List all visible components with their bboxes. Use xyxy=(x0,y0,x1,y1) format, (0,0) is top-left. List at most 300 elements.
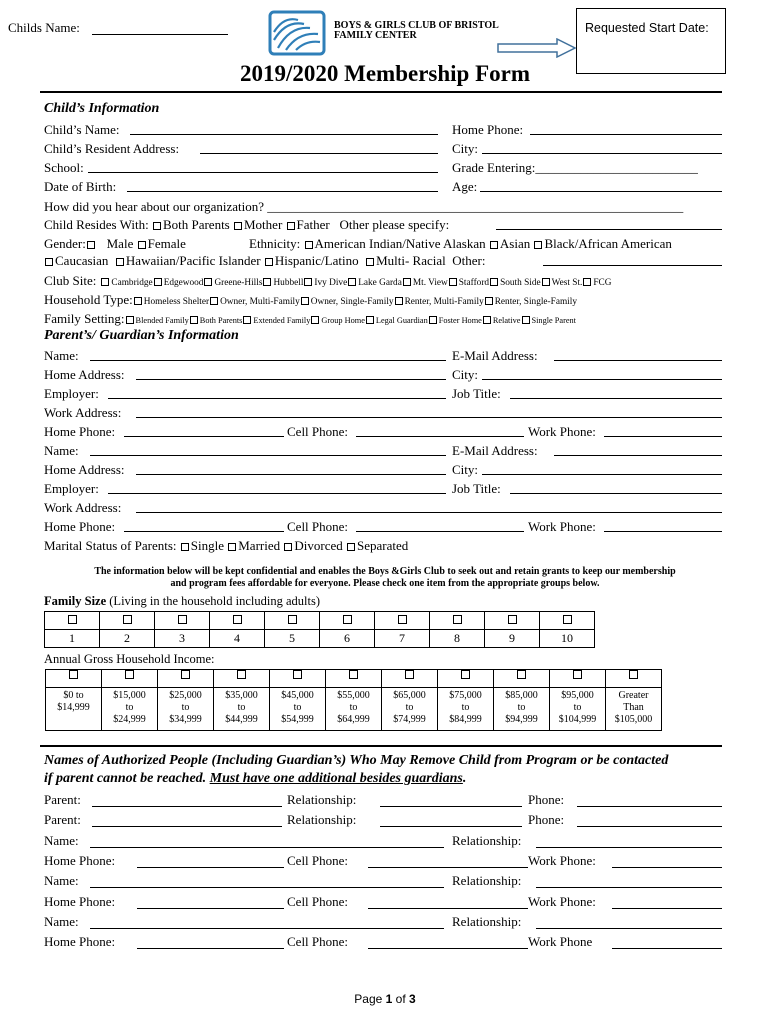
childs-name-field[interactable] xyxy=(92,34,228,35)
family-size-checkbox-0[interactable] xyxy=(68,615,77,624)
auth-row7-label-0: Home Phone: xyxy=(44,934,116,949)
family-size-note: (Living in the household including adults) xyxy=(109,594,321,608)
authorized-heading-2c: . xyxy=(462,771,467,786)
club-site-checkbox-7[interactable] xyxy=(449,278,457,286)
auth-row6-label-1: Relationship: xyxy=(452,914,522,929)
auth-row0-field-0[interactable] xyxy=(92,806,282,807)
resides-with-row xyxy=(44,217,449,232)
opt-male: Male xyxy=(106,236,134,251)
family-size-value-4: 5 xyxy=(265,630,320,648)
guardian1-cell-phone-label: Cell Phone: xyxy=(287,424,349,439)
auth-row1-field-1[interactable] xyxy=(380,826,522,827)
page-of: of xyxy=(392,992,410,1006)
checkbox-caucasian[interactable] xyxy=(45,258,53,266)
income-range-2-line-2: $34,999 xyxy=(169,714,202,725)
page-title: 2019/2020 Membership Form xyxy=(239,61,530,86)
family-size-box-cell-6[interactable] xyxy=(375,612,430,630)
family-setting-options xyxy=(125,316,576,325)
family-setting-checkbox-6[interactable] xyxy=(483,316,491,324)
hear-about-field[interactable]: How did you hear about our organization? ________________________________________________________________ xyxy=(44,199,684,214)
guardian2-employer-label: Employer: xyxy=(44,481,99,496)
authorized-heading-2b: Must have one additional besides guardians xyxy=(209,771,463,786)
income-range-1-line-2: $24,999 xyxy=(113,714,146,725)
income-box-cell-1[interactable] xyxy=(102,670,158,688)
income-range-8-line-1: to xyxy=(517,702,526,713)
ethnicity-row-1 xyxy=(249,236,672,251)
family-size-box-cell-7[interactable] xyxy=(430,612,485,630)
guardian2-city-field[interactable] xyxy=(482,474,722,475)
family-size-box-cell-9[interactable] xyxy=(540,612,595,630)
club-site-checkbox-6[interactable] xyxy=(403,278,411,286)
income-range-1-line-0: $15,000 xyxy=(113,690,146,701)
guardian1-work-phone-field[interactable] xyxy=(604,436,722,437)
auth-row7-label-1: Cell Phone: xyxy=(287,934,349,949)
authorized-heading-2 xyxy=(44,771,466,787)
income-range-0-line-0: $0 to xyxy=(63,690,84,701)
logo-line1: BOYS & GIRLS CLUB OF BRISTOL xyxy=(334,20,499,31)
auth-row5-field-1[interactable] xyxy=(368,908,528,909)
page-word: Page xyxy=(354,992,386,1006)
income-range-5-line-2: $64,999 xyxy=(337,714,370,725)
family-size-box-cell-5[interactable] xyxy=(320,612,375,630)
family-size-value-6: 7 xyxy=(375,630,430,648)
checkbox-single[interactable] xyxy=(181,543,189,551)
club-site-checkbox-8[interactable] xyxy=(490,278,498,286)
auth-row5-label-0: Home Phone: xyxy=(44,894,116,909)
income-range-3-line-0: $35,000 xyxy=(225,690,258,701)
income-range-4 xyxy=(270,688,326,731)
income-box-cell-9[interactable] xyxy=(550,670,606,688)
checkbox-both-parents[interactable] xyxy=(153,222,161,230)
income-range-10-line-0: Greater xyxy=(618,690,649,701)
income-range-6-line-0: $65,000 xyxy=(393,690,426,701)
auth-row0-label-0: Parent: xyxy=(44,792,81,807)
auth-row2-label-0: Name: xyxy=(44,833,79,848)
income-range-10 xyxy=(606,688,662,731)
income-checkbox-1[interactable] xyxy=(125,670,134,679)
opt-father: Father xyxy=(296,217,330,232)
family-size-checkbox-9[interactable] xyxy=(563,615,572,624)
club-site-checkbox-4[interactable] xyxy=(304,278,312,286)
guardian1-job-title-label: Job Title: xyxy=(452,386,501,401)
guardian2-cell-phone-field[interactable] xyxy=(356,531,524,532)
income-range-0-line-1: $14,999 xyxy=(57,702,90,713)
boys-girls-club-logo xyxy=(268,10,326,56)
income-range-4-line-0: $45,000 xyxy=(281,690,314,701)
family-size-value-0: 1 xyxy=(45,630,100,648)
child-grade-label[interactable]: Grade Entering:_________________________ xyxy=(452,160,698,175)
authorized-divider xyxy=(40,745,722,747)
family-size-heading xyxy=(44,594,320,608)
guardian2-city-label: City: xyxy=(452,462,479,477)
household-checkbox-3[interactable] xyxy=(395,297,403,305)
resides-other-label: Other please specify: xyxy=(339,217,450,232)
club-site-option-0: Cambridge xyxy=(111,278,153,288)
income-checkbox-2[interactable] xyxy=(181,670,190,679)
club-site-checkbox-2[interactable] xyxy=(204,278,212,286)
family-size-value-3: 4 xyxy=(210,630,265,648)
income-range-2 xyxy=(158,688,214,731)
guardian1-work-address-label: Work Address: xyxy=(44,405,122,420)
guardian1-address-label: Home Address: xyxy=(44,367,125,382)
family-size-checkbox-1[interactable] xyxy=(123,615,132,624)
auth-row3-label-0: Home Phone: xyxy=(44,853,116,868)
household-label: Household Type: xyxy=(44,292,133,307)
income-range-9-line-0: $95,000 xyxy=(561,690,594,701)
child-address-field[interactable] xyxy=(200,153,438,154)
checkbox-asian[interactable] xyxy=(490,241,498,249)
income-range-2-line-0: $25,000 xyxy=(169,690,202,701)
child-dob-field[interactable] xyxy=(127,191,438,192)
club-site-option-1: Edgewood xyxy=(163,278,204,288)
child-address-label: Child’s Resident Address: xyxy=(44,141,180,156)
household-checkbox-1[interactable] xyxy=(210,297,218,305)
checkbox-married[interactable] xyxy=(228,543,236,551)
family-size-label: Family Size xyxy=(44,594,107,608)
marital-row xyxy=(44,538,408,553)
auth-row3-label-1: Cell Phone: xyxy=(287,853,349,868)
club-site-checkbox-0[interactable] xyxy=(101,278,109,286)
guardian1-employer-label: Employer: xyxy=(44,386,99,401)
guardian1-cell-phone-field[interactable] xyxy=(356,436,524,437)
auth-row1-label-1: Relationship: xyxy=(287,812,357,827)
eth-other-field[interactable] xyxy=(543,265,722,266)
guardian2-home-phone-label: Home Phone: xyxy=(44,519,116,534)
club-site-option-5: Lake Garda xyxy=(358,278,402,288)
family-setting-checkbox-1[interactable] xyxy=(190,316,198,324)
income-box-cell-8[interactable] xyxy=(494,670,550,688)
auth-row5-label-2: Work Phone: xyxy=(528,894,596,909)
club-site-option-2: Greene-Hills xyxy=(214,278,263,288)
income-checkbox-9[interactable] xyxy=(573,670,582,679)
opt-female: Female xyxy=(147,236,186,251)
family-setting-option-5: Foster Home xyxy=(438,316,482,325)
family-setting-row xyxy=(44,310,576,328)
income-checkbox-7[interactable] xyxy=(461,670,470,679)
club-site-checkbox-5[interactable] xyxy=(348,278,356,286)
opt-both-parents: Both Parents xyxy=(162,217,230,232)
child-name-label: Child’s Name: xyxy=(44,122,120,137)
family-size-checkbox-2[interactable] xyxy=(178,615,187,624)
household-checkbox-4[interactable] xyxy=(485,297,493,305)
auth-row1-field-2[interactable] xyxy=(577,826,722,827)
auth-row7-field-2[interactable] xyxy=(612,948,722,949)
income-range-6-line-1: to xyxy=(405,702,414,713)
guardian2-employer-field[interactable] xyxy=(108,493,446,494)
page-number xyxy=(0,992,770,1006)
auth-row2-field-0[interactable] xyxy=(90,847,444,848)
guardian2-home-phone-field[interactable] xyxy=(124,531,284,532)
income-box-cell-6[interactable] xyxy=(382,670,438,688)
auth-row1-label-2: Phone: xyxy=(528,812,565,827)
income-range-1-line-1: to xyxy=(125,702,134,713)
guardian1-name-label: Name: xyxy=(44,348,79,363)
family-size-checkbox-5[interactable] xyxy=(343,615,352,624)
authorized-heading-1: Names of Authorized People (Including Guardian’s) Who May Remove Child from Program or be contacted xyxy=(44,753,669,768)
title-divider xyxy=(40,91,722,93)
child-age-field[interactable] xyxy=(480,191,722,192)
child-home-phone-label: Home Phone: xyxy=(452,122,524,137)
auth-row2-label-1: Relationship: xyxy=(452,833,522,848)
auth-row0-label-2: Phone: xyxy=(528,792,565,807)
child-info-heading: Child’s Information xyxy=(44,101,160,116)
guardian1-email-label: E-Mail Address: xyxy=(452,348,538,363)
guardian1-work-phone-label: Work Phone: xyxy=(528,424,596,439)
opt-hawaiian: Hawaiian/Pacific Islander xyxy=(125,253,261,268)
auth-row3-field-0[interactable] xyxy=(137,867,284,868)
family-setting-checkbox-3[interactable] xyxy=(311,316,319,324)
checkbox-female[interactable] xyxy=(138,241,146,249)
income-box-cell-4[interactable] xyxy=(270,670,326,688)
child-name-field[interactable] xyxy=(130,134,438,135)
income-range-4-line-1: to xyxy=(293,702,302,713)
guardian2-work-phone-label: Work Phone: xyxy=(528,519,596,534)
auth-row7-label-2: Work Phone xyxy=(528,934,593,949)
family-size-checkbox-8[interactable] xyxy=(508,615,517,624)
resides-label: Child Resides With: xyxy=(44,217,149,232)
family-setting-checkbox-5[interactable] xyxy=(429,316,437,324)
income-box-cell-5[interactable] xyxy=(326,670,382,688)
confidential-notice xyxy=(0,566,770,590)
family-size-value-7: 8 xyxy=(430,630,485,648)
auth-row2-field-1[interactable] xyxy=(536,847,722,848)
household-option-1: Owner, Multi-Family xyxy=(220,297,300,307)
income-checkbox-10[interactable] xyxy=(629,670,638,679)
guardian1-address-field[interactable] xyxy=(136,379,446,380)
guardian2-email-field[interactable] xyxy=(554,455,722,456)
income-checkbox-6[interactable] xyxy=(405,670,414,679)
income-range-5-line-0: $55,000 xyxy=(337,690,370,701)
income-table xyxy=(45,669,662,731)
income-range-3 xyxy=(214,688,270,731)
gender-label: Gender: xyxy=(44,236,86,251)
club-site-checkbox-3[interactable] xyxy=(263,278,271,286)
auth-row5-field-2[interactable] xyxy=(612,908,722,909)
household-option-4: Renter, Single-Family xyxy=(494,297,577,307)
club-site-label: Club Site: xyxy=(44,273,97,288)
income-box-cell-7[interactable] xyxy=(438,670,494,688)
income-box-cell-0[interactable] xyxy=(46,670,102,688)
income-range-5 xyxy=(326,688,382,731)
household-option-3: Renter, Multi-Family xyxy=(404,297,484,307)
household-row xyxy=(44,291,577,309)
auth-row1-field-0[interactable] xyxy=(92,826,282,827)
checkbox-hawaiian[interactable] xyxy=(116,258,124,266)
notice-line2: and program fees affordable for everyone. Please check one item from the appropriate groups below. xyxy=(170,578,600,589)
income-label: Annual Gross Household Income: xyxy=(44,652,215,666)
auth-row0-field-2[interactable] xyxy=(577,806,722,807)
guardian2-name-field[interactable] xyxy=(90,455,446,456)
income-range-9-line-2: $104,999 xyxy=(558,714,597,725)
income-box-cell-2[interactable] xyxy=(158,670,214,688)
child-school-field[interactable] xyxy=(88,172,438,173)
income-checkbox-4[interactable] xyxy=(293,670,302,679)
family-setting-checkbox-4[interactable] xyxy=(366,316,374,324)
guardian2-name-label: Name: xyxy=(44,443,79,458)
guardian2-work-address-label: Work Address: xyxy=(44,500,122,515)
club-site-row xyxy=(44,272,611,290)
income-range-2-line-1: to xyxy=(181,702,190,713)
auth-row7-field-1[interactable] xyxy=(368,948,528,949)
family-size-checkbox-6[interactable] xyxy=(398,615,407,624)
auth-row4-field-1[interactable] xyxy=(536,887,722,888)
authorized-heading-2a: if parent cannot be reached. xyxy=(44,771,207,786)
income-range-4-line-2: $54,999 xyxy=(281,714,314,725)
opt-multi-racial: Multi- Racial xyxy=(376,253,446,268)
opt-single: Single xyxy=(190,538,224,553)
checkbox-separated[interactable] xyxy=(347,543,355,551)
guardian2-email-label: E-Mail Address: xyxy=(452,443,538,458)
household-checkbox-0[interactable] xyxy=(134,297,142,305)
childs-name-label: Childs Name: xyxy=(8,20,80,35)
family-size-table xyxy=(44,611,595,648)
auth-row5-field-0[interactable] xyxy=(137,908,284,909)
arrow-right-icon xyxy=(497,38,577,58)
club-site-option-9: West St. xyxy=(551,278,583,288)
guardian2-work-address-field[interactable] xyxy=(136,512,722,513)
guardian1-job-title-field[interactable] xyxy=(510,398,722,399)
auth-row4-label-1: Relationship: xyxy=(452,873,522,888)
family-size-checkbox-3[interactable] xyxy=(233,615,242,624)
guardian1-home-phone-field[interactable] xyxy=(124,436,284,437)
family-size-value-1: 2 xyxy=(100,630,155,648)
family-size-value-9: 10 xyxy=(540,630,595,648)
opt-black: Black/African American xyxy=(544,236,672,251)
income-range-0 xyxy=(46,688,102,731)
household-option-0: Homeless Shelter xyxy=(143,297,210,307)
club-site-option-8: South Side xyxy=(500,278,541,288)
auth-row4-field-0[interactable] xyxy=(90,887,444,888)
family-size-box-cell-3[interactable] xyxy=(210,612,265,630)
income-range-8 xyxy=(494,688,550,731)
guardian1-name-field[interactable] xyxy=(90,360,446,361)
auth-row6-field-1[interactable] xyxy=(536,928,722,929)
family-size-checkbox-4[interactable] xyxy=(288,615,297,624)
guardian2-work-phone-field[interactable] xyxy=(604,531,722,532)
guardian2-job-title-field[interactable] xyxy=(510,493,722,494)
guardian2-address-label: Home Address: xyxy=(44,462,125,477)
club-site-checkbox-10[interactable] xyxy=(583,278,591,286)
child-city-field[interactable] xyxy=(482,153,722,154)
guardian1-city-label: City: xyxy=(452,367,479,382)
family-size-checkbox-7[interactable] xyxy=(453,615,462,624)
income-checkbox-8[interactable] xyxy=(517,670,526,679)
family-setting-option-6: Relative xyxy=(492,316,521,325)
household-checkbox-2[interactable] xyxy=(301,297,309,305)
auth-row7-field-0[interactable] xyxy=(137,948,284,949)
guardian2-address-field[interactable] xyxy=(136,474,446,475)
income-checkbox-3[interactable] xyxy=(237,670,246,679)
income-range-3-line-1: to xyxy=(237,702,246,713)
ethnicity-row-2 xyxy=(44,253,485,268)
auth-row3-field-2[interactable] xyxy=(612,867,722,868)
child-home-phone-field[interactable] xyxy=(530,134,722,135)
auth-row1-label-0: Parent: xyxy=(44,812,81,827)
family-setting-checkbox-7[interactable] xyxy=(522,316,530,324)
opt-mother: Mother xyxy=(244,217,283,232)
auth-row3-label-2: Work Phone: xyxy=(528,853,596,868)
guardian1-employer-field[interactable] xyxy=(108,398,446,399)
auth-row5-label-1: Cell Phone: xyxy=(287,894,349,909)
income-range-8-line-2: $94,999 xyxy=(505,714,538,725)
income-range-6 xyxy=(382,688,438,731)
family-size-box-cell-4[interactable] xyxy=(265,612,320,630)
checkbox-divorced[interactable] xyxy=(284,543,292,551)
income-checkbox-0[interactable] xyxy=(69,670,78,679)
club-site-checkbox-9[interactable] xyxy=(542,278,550,286)
income-range-5-line-1: to xyxy=(349,702,358,713)
income-range-9-line-1: to xyxy=(573,702,582,713)
checkbox-hispanic[interactable] xyxy=(265,258,273,266)
club-site-checkbox-1[interactable] xyxy=(154,278,162,286)
opt-asian: Asian xyxy=(499,236,531,251)
guardian1-email-field[interactable] xyxy=(554,360,722,361)
family-size-box-cell-1[interactable] xyxy=(100,612,155,630)
income-range-8-line-0: $85,000 xyxy=(505,690,538,701)
family-setting-checkbox-2[interactable] xyxy=(243,316,251,324)
family-size-box-cell-0[interactable] xyxy=(45,612,100,630)
income-range-6-line-2: $74,999 xyxy=(393,714,426,725)
page-total: 3 xyxy=(409,992,416,1006)
family-setting-option-3: Group Home xyxy=(321,316,365,325)
income-range-7 xyxy=(438,688,494,731)
auth-row0-field-1[interactable] xyxy=(380,806,522,807)
checkbox-multi-racial[interactable] xyxy=(366,258,374,266)
family-setting-option-1: Both Parents xyxy=(199,316,243,325)
eth-other-label: Other: xyxy=(452,253,486,268)
checkbox-american-indian[interactable] xyxy=(305,241,313,249)
checkbox-mother[interactable] xyxy=(234,222,242,230)
family-size-value-2: 3 xyxy=(155,630,210,648)
resides-other-field[interactable] xyxy=(496,229,722,230)
opt-separated: Separated xyxy=(357,538,409,553)
auth-row4-label-0: Name: xyxy=(44,873,79,888)
income-range-1 xyxy=(102,688,158,731)
guardian1-city-field[interactable] xyxy=(482,379,722,380)
income-range-10-line-2: $105,000 xyxy=(614,714,653,725)
parent-info-heading: Parent’s/ Guardian’s Information xyxy=(44,328,239,343)
guardian1-home-phone-label: Home Phone: xyxy=(44,424,116,439)
income-box-cell-3[interactable] xyxy=(214,670,270,688)
household-options xyxy=(133,297,577,307)
checkbox-male[interactable] xyxy=(87,241,95,249)
income-box-cell-10[interactable] xyxy=(606,670,662,688)
guardian2-cell-phone-label: Cell Phone: xyxy=(287,519,349,534)
auth-row3-field-1[interactable] xyxy=(368,867,528,868)
opt-divorced: Divorced xyxy=(294,538,343,553)
ethnicity-label: Ethnicity: xyxy=(249,236,301,251)
club-site-option-7: Stafford xyxy=(458,278,490,288)
family-size-value-8: 9 xyxy=(485,630,540,648)
income-range-10-line-1: Than xyxy=(623,702,644,713)
guardian1-work-address-field[interactable] xyxy=(136,417,722,418)
family-setting-option-7: Single Parent xyxy=(531,316,576,325)
checkbox-black[interactable] xyxy=(534,241,542,249)
checkbox-father[interactable] xyxy=(287,222,295,230)
auth-row0-label-1: Relationship: xyxy=(287,792,357,807)
income-checkbox-5[interactable] xyxy=(349,670,358,679)
guardian2-job-title-label: Job Title: xyxy=(452,481,501,496)
child-city-label: City: xyxy=(452,141,479,156)
page-current: 1 xyxy=(385,992,393,1006)
opt-married: Married xyxy=(238,538,281,553)
auth-row6-field-0[interactable] xyxy=(90,928,444,929)
club-site-option-10: FCG xyxy=(593,278,612,288)
family-size-box-cell-2[interactable] xyxy=(155,612,210,630)
family-setting-checkbox-0[interactable] xyxy=(126,316,134,324)
child-school-label: School: xyxy=(44,160,84,175)
family-size-box-cell-8[interactable] xyxy=(485,612,540,630)
